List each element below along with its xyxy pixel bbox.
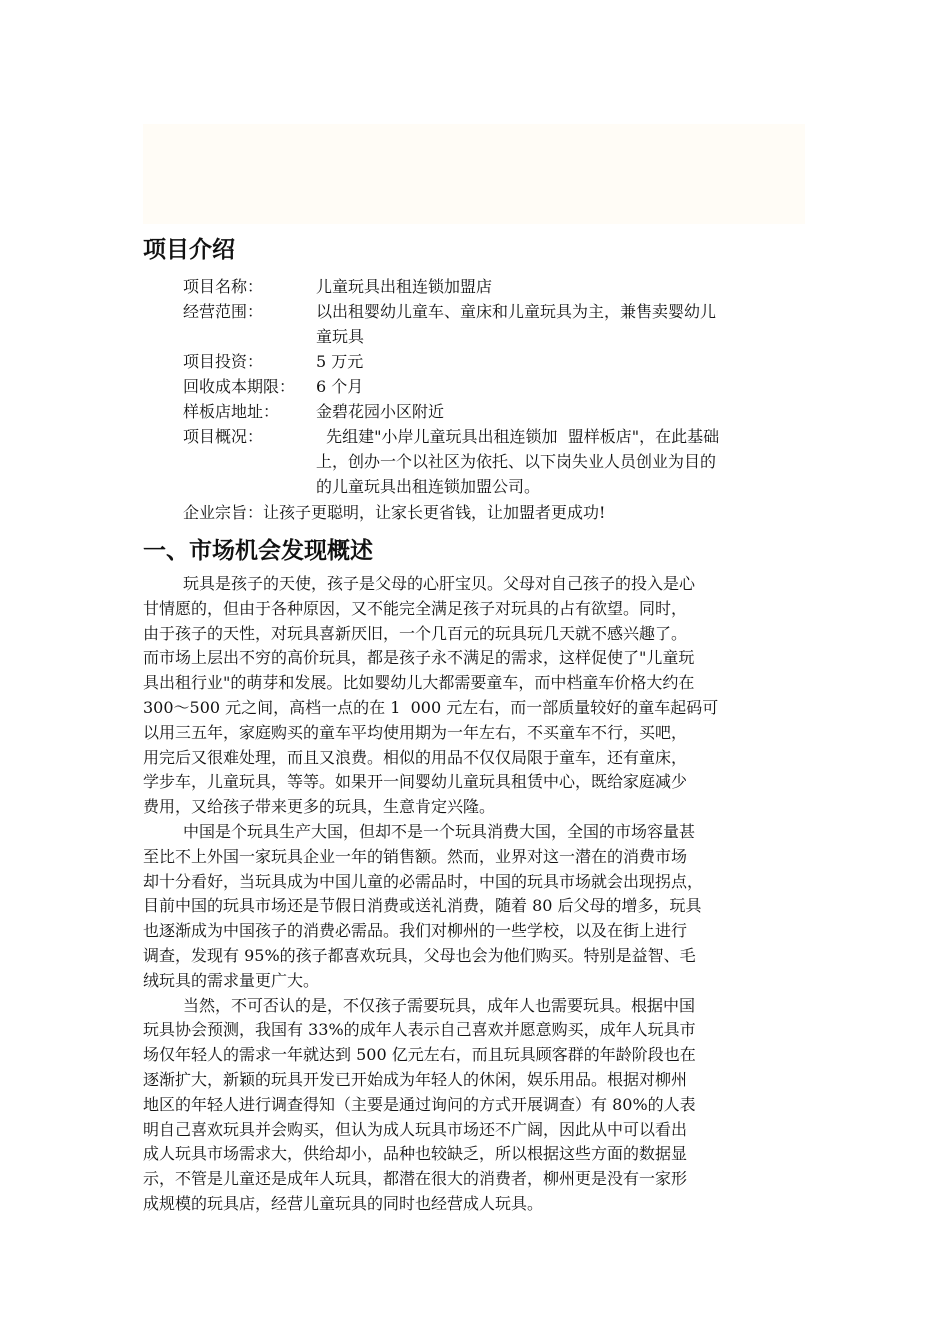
- paragraph-line: 由于孩子的天性，对玩具喜新厌旧，一个几百元的玩具玩几天就不感兴趣了。: [143, 623, 688, 643]
- paragraph-line: 至比不上外国一家玩具企业一年的销售额。然而，业界对这一潜在的消费市场: [143, 846, 688, 866]
- paragraph-line: 明自己喜欢玩具并会购买，但认为成人玩具市场还不广阔，因此从中可以看出: [143, 1119, 688, 1139]
- info-label: 回收成本期限：: [183, 377, 296, 396]
- paragraph-line: 成人玩具市场需求大，供给却小，品种也较缺乏，所以根据这些方面的数据显: [143, 1144, 688, 1164]
- info-label: 样板店地址：: [183, 402, 280, 421]
- paragraph-line: 而市场上层出不穷的高价玩具，都是孩子永不满足的需求，这样促使了"儿童玩: [143, 648, 695, 668]
- header-banner: [143, 124, 805, 224]
- paragraph-line: 绒玩具的需求量更广大。: [143, 970, 320, 990]
- paragraph: [143, 572, 833, 820]
- info-value: 先组建"小岸儿童玩具出租连锁加 盟样板店"，在此基础 上，创办一个以社区为依托、以下岗失业人员创业为目的 的儿童玩具出租连锁加盟公司。: [316, 427, 720, 496]
- paragraph-line: 也逐渐成为中国孩子的消费必需品。我们对柳州的一些学校，以及在街上进行: [143, 921, 688, 941]
- paragraph-line: 示，不管是儿童还是成年人玩具，都潜在很大的消费者，柳州更是没有一家形: [143, 1169, 688, 1189]
- paragraph-line: 当然，不可否认的是，不仅孩子需要玩具，成年人也需要玩具。根据中国: [183, 995, 696, 1015]
- paragraph-line: 中国是个玩具生产大国，但却不是一个玩具消费大国，全国的市场容量甚: [183, 821, 696, 841]
- info-value: 5 万元: [316, 352, 364, 371]
- info-row-investment: [183, 349, 823, 374]
- company-motto: 企业宗旨：让孩子更聪明，让家长更省钱，让加盟者更成功!: [183, 503, 606, 522]
- paragraph-line: 以用三五年，家庭购买的童车平均使用期为一年左右，不买童车不行，买吧，: [143, 722, 688, 742]
- info-row-scope: [183, 299, 823, 349]
- paragraph-line: 具出租行业"的萌芽和发展。比如婴幼儿大都需要童车，而中档童车价格大约在: [143, 673, 695, 693]
- paragraph-line: 用完后又很难处理，而且又浪费。相似的用品不仅仅局限于童车，还有童床，: [143, 747, 688, 767]
- section-title-intro: 项目介绍: [143, 237, 235, 263]
- info-value: 以出租婴幼儿童车、童床和儿童玩具为主，兼售卖婴幼儿 童玩具: [316, 302, 717, 346]
- paragraph-line: 地区的年轻人进行调查得知（主要是通过询问的方式开展调查）有 80%的人表: [143, 1094, 696, 1114]
- market-overview-body: [143, 572, 833, 1217]
- paragraph-line: 成规模的玩具店，经营儿童玩具的同时也经营成人玩具。: [143, 1193, 544, 1213]
- paragraph: [143, 994, 833, 1217]
- info-label: 项目投资：: [183, 352, 264, 371]
- info-row-payback: [183, 374, 823, 399]
- info-value: 6 个月: [316, 377, 364, 396]
- section-title-market: 一、市场机会发现概述: [143, 538, 373, 564]
- project-info-list: [183, 274, 823, 525]
- paragraph-line: 目前中国的玩具市场还是节假日消费或送礼消费，随着 80 后父母的增多，玩具: [143, 896, 702, 916]
- info-value: 金碧花园小区附近: [316, 402, 445, 421]
- paragraph-line: 场仅年轻人的需求一年就达到 500 亿元左右，而且玩具顾客群的年龄阶段也在: [143, 1045, 696, 1065]
- paragraph-line: 玩具是孩子的天使，孩子是父母的心肝宝贝。父母对自己孩子的投入是心: [183, 574, 696, 593]
- paragraph-line: 300～500 元之间，高档一点的在 1 000 元左右，而一部质量较好的童车起码可: [143, 697, 719, 717]
- info-value: 儿童玩具出租连锁加盟店: [316, 277, 493, 296]
- paragraph-line: 甘情愿的，但由于各种原因，又不能完全满足孩子对玩具的占有欲望。同时，: [143, 598, 688, 618]
- info-row-overview: [183, 424, 823, 499]
- paragraph-line: 逐渐扩大，新颖的玩具开发已开始成为年轻人的休闲，娱乐用品。根据对柳州: [143, 1069, 688, 1089]
- paragraph: [143, 820, 833, 994]
- info-row-name: [183, 274, 823, 299]
- paragraph-line: 却十分看好，当玩具成为中国儿童的必需品时，中国的玩具市场就会出现拐点，: [143, 871, 704, 891]
- paragraph-line: 调查，发现有 95%的孩子都喜欢玩具，父母也会为他们购买。特别是益智、毛: [143, 945, 696, 965]
- info-label: 项目概况：: [183, 427, 264, 446]
- info-label: 经营范围：: [183, 302, 264, 321]
- paragraph-line: 学步车，儿童玩具，等等。如果开一间婴幼儿童玩具租赁中心，既给家庭减少: [143, 772, 688, 792]
- info-row-address: [183, 399, 823, 424]
- paragraph-line: 费用，又给孩子带来更多的玩具，生意肯定兴隆。: [143, 797, 496, 817]
- paragraph-line: 玩具协会预测，我国有 33%的成年人表示自己喜欢并愿意购买，成年人玩具市: [143, 1020, 696, 1040]
- info-label: 项目名称：: [183, 277, 264, 296]
